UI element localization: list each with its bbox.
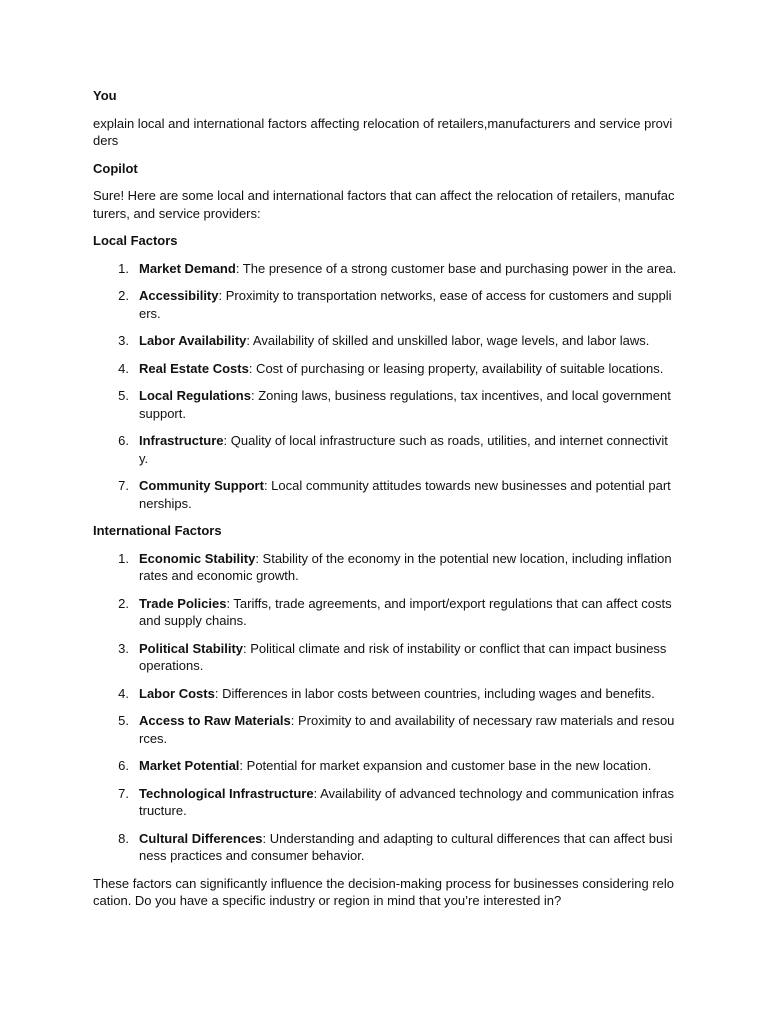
list-item-term: Economic Stability (139, 550, 256, 566)
list-item-number: 2. (118, 595, 129, 611)
list-item (93, 260, 677, 278)
list-item (93, 685, 677, 703)
document-page (93, 87, 677, 920)
list-item-number: 4. (118, 360, 129, 376)
list-item-description: : The presence of a strong customer base and purchasing power in the area. (235, 260, 677, 276)
list-item (93, 287, 677, 322)
local-factors-heading: Local Factors (93, 233, 178, 248)
list-item-term: Labor Costs (139, 685, 215, 701)
list-item-number: 5. (118, 388, 129, 403)
list-item-term: Real Estate Costs (139, 360, 249, 376)
assistant-label: Copilot (93, 160, 138, 176)
international-factors-heading: International Factors (93, 523, 222, 538)
local-factors-list (93, 260, 677, 513)
list-item-description: : Differences in labor costs between countries, including wages and benefits. (214, 685, 655, 701)
list-item-term: Market Demand (139, 260, 236, 276)
list-item-number: 7. (118, 478, 129, 493)
list-item-number: 2. (118, 288, 129, 303)
list-item-description: : Availability of skilled and unskilled labor, wage levels, and labor laws. (246, 333, 650, 348)
list-item-term: Trade Policies (139, 595, 227, 611)
international-factors-list (93, 550, 677, 865)
list-item (93, 332, 677, 350)
list-item-term: Market Potential (139, 758, 240, 773)
list-item (93, 757, 677, 775)
list-item-description: : Zoning laws, business regulations, tax incentives, and local government support. (139, 388, 671, 421)
list-item-number: 5. (118, 713, 129, 728)
list-item-description: : Potential for market expansion and customer base in the new location. (239, 758, 652, 773)
list-item (93, 432, 677, 467)
list-item (93, 640, 677, 675)
list-item-description: : Political climate and risk of instability or conflict that can impact business operations. (139, 640, 667, 673)
list-item-term: Accessibility (139, 288, 219, 303)
list-item-number: 1. (118, 550, 129, 566)
list-item-term: Local Regulations (139, 388, 251, 403)
list-item-term: Infrastructure (139, 433, 224, 448)
list-item-term: Technological Infrastructure (139, 785, 314, 801)
list-item-number: 3. (118, 333, 129, 348)
list-item-term: Community Support (139, 478, 264, 493)
list-item-description: : Local community attitudes towards new businesses and potential partnerships. (139, 478, 671, 511)
list-item-number: 4. (118, 685, 129, 701)
list-item-number: 3. (118, 640, 129, 656)
list-item (93, 830, 677, 865)
list-item-number: 1. (118, 260, 129, 276)
list-item-description: : Understanding and adapting to cultural differences that can affect business practices and consumer behavior. (139, 830, 673, 863)
list-item-description: : Stability of the economy in the potential new location, including inflation rates and economic growth. (139, 550, 672, 583)
list-item (93, 477, 677, 512)
list-item-description: : Cost of purchasing or leasing property, availability of suitable locations. (248, 360, 664, 376)
list-item-description: : Quality of local infrastructure such as roads, utilities, and internet connectivity. (139, 433, 668, 466)
list-item (93, 550, 677, 585)
list-item (93, 360, 677, 378)
user-message: explain local and international factors affecting relocation of retailers,manufacturers and service providers (93, 115, 673, 148)
list-item-number: 8. (118, 830, 129, 846)
list-item-term: Access to Raw Materials (139, 713, 291, 728)
list-item (93, 712, 677, 747)
list-item-number: 7. (118, 785, 129, 801)
closing-paragraph: These factors can significantly influence the decision-making process for businesses considering relocation. Do you have a specific industry or region in mind that you’re interested in? (93, 875, 674, 908)
list-item (93, 595, 677, 630)
list-item-number: 6. (118, 433, 129, 448)
list-item (93, 785, 677, 820)
assistant-intro: Sure! Here are some local and international factors that can affect the relocation of retailers, manufacturers, and service providers: (93, 188, 675, 221)
list-item-term: Cultural Differences (139, 830, 263, 846)
list-item-description: : Proximity to and availability of necessary raw materials and resources. (139, 713, 675, 746)
list-item-number: 6. (118, 758, 129, 773)
user-label: You (93, 88, 117, 103)
list-item-description: : Availability of advanced technology and communication infrastructure. (139, 785, 674, 818)
list-item-description: : Tariffs, trade agreements, and import/export regulations that can affect costs and supply chains. (139, 595, 672, 628)
list-item-description: : Proximity to transportation networks, ease of access for customers and suppliers. (139, 288, 672, 321)
list-item-term: Labor Availability (139, 333, 247, 348)
list-item-term: Political Stability (139, 640, 244, 656)
list-item (93, 387, 677, 422)
